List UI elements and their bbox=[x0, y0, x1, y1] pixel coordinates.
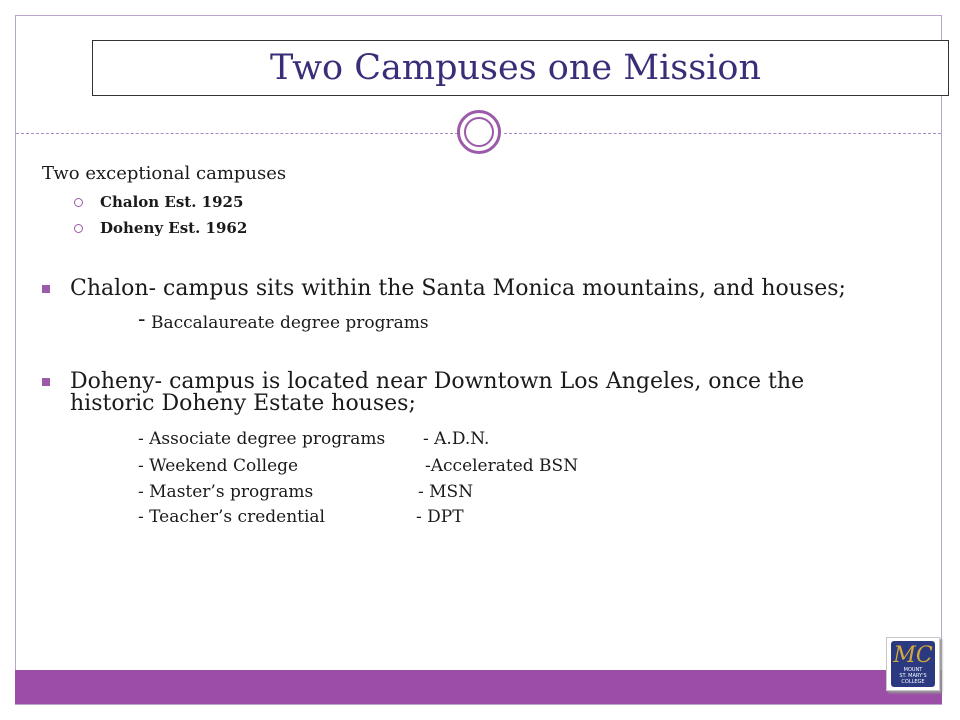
chalon-description: Chalon- campus sits within the Santa Monica mountains, and houses; bbox=[70, 276, 846, 301]
hollow-circle-bullet-icon bbox=[74, 198, 83, 207]
campus-item-doheny: Doheny Est. 1962 bbox=[100, 219, 248, 237]
chalon-programs-prefix: - bbox=[138, 307, 146, 332]
doheny-program-left: - Teacher’s credential bbox=[138, 507, 325, 527]
doheny-program-left: - Weekend College bbox=[138, 456, 299, 476]
chalon-programs: Baccalaureate degree programs bbox=[151, 313, 429, 333]
campus-item-chalon: Chalon Est. 1925 bbox=[100, 193, 244, 211]
logo-letters: MC bbox=[893, 643, 933, 668]
logo-text: MOUNT ST. MARY'S COLLEGE bbox=[899, 667, 927, 685]
logo-crest-icon bbox=[891, 641, 935, 687]
footer-bar bbox=[15, 670, 942, 704]
doheny-program-right: - MSN bbox=[418, 482, 474, 502]
doheny-program-right: - A.D.N. bbox=[423, 429, 490, 449]
doheny-description-line2: historic Doheny Estate houses; bbox=[70, 391, 416, 416]
doheny-program-left: - Master’s programs bbox=[138, 482, 314, 502]
doheny-program-right: - DPT bbox=[416, 507, 464, 527]
square-bullet-icon bbox=[42, 378, 50, 386]
doheny-description-line1: Doheny- campus is located near Downtown Los Angeles, once the bbox=[70, 369, 805, 394]
hollow-circle-bullet-icon bbox=[74, 224, 83, 233]
intro-text: Two exceptional campuses bbox=[42, 163, 287, 184]
doheny-program-left: - Associate degree programs bbox=[138, 429, 386, 449]
slide-title: Two Campuses one Mission bbox=[269, 48, 761, 88]
doheny-program-right: -Accelerated BSN bbox=[425, 456, 579, 476]
college-logo bbox=[886, 637, 940, 691]
square-bullet-icon bbox=[42, 285, 50, 293]
